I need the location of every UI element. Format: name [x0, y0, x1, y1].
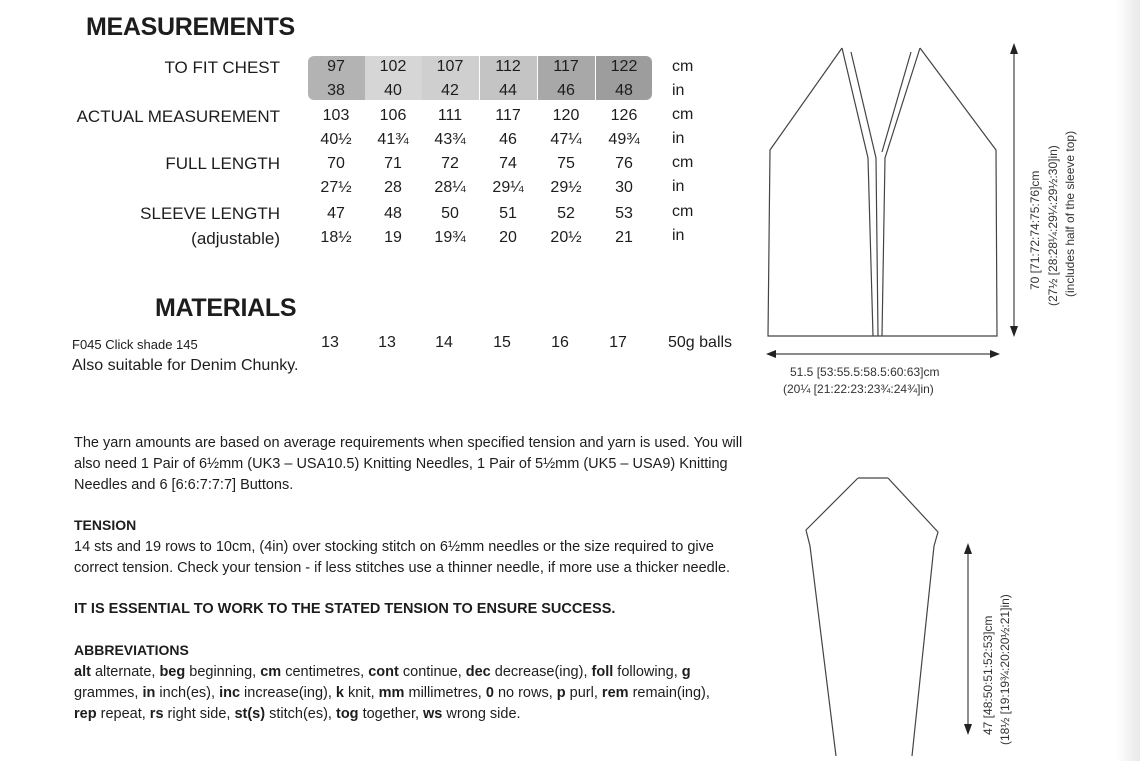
ball-quantity: 14 [435, 334, 453, 351]
abbreviation-item [557, 685, 598, 701]
abbreviation-item [143, 685, 216, 701]
abbreviation-item [602, 685, 710, 701]
front-band-right [882, 48, 920, 336]
sleeve-in-value: 19¾ [434, 229, 466, 246]
abbreviation-term: 0 [485, 685, 494, 701]
sleeve-schematic [800, 470, 990, 760]
ball-quantity: 17 [609, 334, 627, 351]
sleeve-cm-value: 47 [327, 205, 345, 222]
actual-cm-value: 126 [610, 107, 638, 124]
body-length-cm: 70 [71:72:74:75:76]cm [1028, 170, 1042, 290]
abbreviation-item [336, 685, 375, 701]
actual-in-value: 49¾ [608, 131, 640, 148]
actual-in-value: 43¾ [434, 131, 466, 148]
arrow-head-bottom [1010, 326, 1018, 337]
ball-quantity: 15 [493, 334, 511, 351]
chest-in-value: 44 [499, 82, 517, 99]
alternative-yarn: Also suitable for Denim Chunky. [72, 357, 299, 374]
sleeve-cm-value: 48 [384, 205, 402, 222]
actual-cm-value: 111 [437, 107, 463, 124]
tension-essential: IT IS ESSENTIAL TO WORK TO THE STATED TENSION TO ENSURE SUCCESS. [74, 601, 616, 617]
actual-in-value: 40½ [320, 131, 352, 148]
abbreviation-item [219, 685, 332, 701]
abbreviations-heading: ABBREVIATIONS [74, 642, 189, 658]
abbreviation-meaning: repeat, [100, 706, 146, 722]
abbreviation-term: in [142, 685, 156, 701]
length-cm-value: 72 [441, 155, 459, 172]
abbreviation-meaning: inch(es), [159, 685, 216, 701]
unit-in: in [672, 82, 685, 99]
length-in-value: 28 [384, 179, 402, 196]
abbreviation-meaning: millimetres, [408, 685, 482, 701]
arrow-head-top [1010, 43, 1018, 54]
chest-cm-value: 117 [553, 58, 579, 75]
actual-cm-value: 106 [379, 107, 407, 124]
sleeve-arrow-head-bottom [964, 724, 972, 735]
abbreviation-term: cm [260, 664, 282, 680]
length-in-value: 28¼ [434, 179, 466, 196]
sleeve-cm-value: 53 [615, 205, 633, 222]
abbreviation-term: rem [601, 685, 629, 701]
abbreviation-meaning: together, [362, 706, 419, 722]
length-cm-value: 71 [384, 155, 402, 172]
sleeve-in-value: 20½ [550, 229, 582, 246]
abbreviation-item [379, 685, 482, 701]
abbreviation-meaning: remain(ing), [632, 685, 710, 701]
abbreviation-term: p [556, 685, 566, 701]
balls-unit: 50g balls [668, 334, 733, 351]
abbreviation-item [74, 664, 155, 680]
measurements-heading: MEASUREMENTS [86, 13, 295, 41]
chest-cm-value: 112 [495, 58, 521, 75]
abbreviation-item [368, 664, 462, 680]
length-cm-value: 75 [557, 155, 575, 172]
sleeve-cm-value: 51 [499, 205, 517, 222]
abbreviation-meaning: beginning, [189, 664, 257, 680]
abbreviation-meaning: right side, [167, 706, 231, 722]
abbreviation-term: beg [159, 664, 186, 680]
sleeve-cm-value: 50 [441, 205, 459, 222]
abbreviation-meaning: knit, [348, 685, 375, 701]
abbreviation-meaning: wrong side. [446, 706, 521, 722]
abbreviation-meaning: no rows, [497, 685, 553, 701]
abbreviation-item [260, 664, 364, 680]
abbreviation-term: st(s) [234, 706, 266, 722]
abbreviation-term: mm [378, 685, 405, 701]
ball-quantity: 13 [321, 334, 339, 351]
body-length-in: (27½ [28:28¼:29¼:29½:30]in) [1046, 145, 1060, 306]
to-fit-chest-label: TO FIT CHEST [164, 58, 280, 77]
abbreviation-meaning: grammes, [74, 685, 139, 701]
actual-cm-value: 120 [552, 107, 580, 124]
abbreviation-meaning: continue, [402, 664, 462, 680]
unit-cm: cm [672, 203, 694, 220]
abbreviation-term: cont [368, 664, 399, 680]
abbreviation-item [234, 706, 332, 722]
ball-quantity: 13 [378, 334, 396, 351]
length-cm-value: 70 [327, 155, 345, 172]
abbreviation-term: rep [74, 706, 97, 722]
sleeve-length-adjustable-label: (adjustable) [191, 229, 280, 248]
chest-in-value: 42 [441, 82, 459, 99]
materials-heading: MATERIALS [155, 294, 297, 322]
abbreviation-item [150, 706, 231, 722]
abbreviation-meaning: following, [617, 664, 678, 680]
arrow-head-left [766, 350, 776, 358]
chest-cm-value: 97 [327, 58, 345, 75]
abbreviation-term: dec [465, 664, 491, 680]
abbreviation-item [336, 706, 419, 722]
body-length-note: (includes half of the sleeve top) [1063, 130, 1077, 297]
tension-text: 14 sts and 19 rows to 10cm, (4in) over stocking stitch on 6½mm needles or the size required to give correct tension. Check your tension - if less stitches use a thinner needle, if more use a thicker needle. [74, 539, 731, 576]
abbreviation-item [466, 664, 588, 680]
length-in-value: 30 [615, 179, 633, 196]
abbreviation-term: inc [219, 685, 241, 701]
length-in-value: 29½ [550, 179, 582, 196]
sleeve-length-label: SLEEVE LENGTH [140, 204, 280, 223]
yarn-name: F045 Click shade 145 [72, 337, 198, 352]
full-length-label: FULL LENGTH [165, 154, 280, 173]
actual-cm-value: 117 [495, 107, 521, 124]
front-band-left [842, 48, 873, 336]
abbreviation-meaning: stitch(es), [269, 706, 332, 722]
abbreviations-list [74, 662, 734, 725]
arrow-head-right [990, 350, 1000, 358]
sleeve-length-cm: 47 [48:50:51:52:53]cm [981, 615, 995, 735]
ball-quantity: 16 [551, 334, 569, 351]
actual-cm-value: 103 [322, 107, 350, 124]
abbreviation-term: alt [74, 664, 91, 680]
length-cm-value: 74 [499, 155, 517, 172]
abbreviation-item [74, 706, 146, 722]
abbreviation-term: ws [423, 706, 443, 722]
neck-inner-right [882, 52, 911, 152]
abbreviation-term: tog [335, 706, 359, 722]
abbreviation-term: k [335, 685, 344, 701]
unit-in: in [672, 178, 685, 195]
abbreviation-meaning: purl, [569, 685, 598, 701]
abbreviation-meaning: centimetres, [285, 664, 365, 680]
abbreviation-item [486, 685, 553, 701]
sleeve-in-value: 18½ [320, 229, 352, 246]
chest-in-value: 46 [557, 82, 575, 99]
abbreviation-item [592, 664, 678, 680]
length-in-value: 29¼ [492, 179, 524, 196]
chest-in-value: 40 [384, 82, 402, 99]
chest-cm-value: 102 [379, 58, 407, 75]
chest-in-value: 38 [327, 82, 345, 99]
unit-cm: cm [672, 58, 694, 75]
unit-cm: cm [672, 154, 694, 171]
body-width-cm: 51.5 [53:55.5:58.5:60:63]cm [790, 365, 940, 379]
unit-cm: cm [672, 106, 694, 123]
actual-in-value: 46 [499, 131, 517, 148]
yarn-note-paragraph: The yarn amounts are based on average requirements when specified tension and yarn is used. You will also need 1 Pair of 6½mm (UK3 – USA10.5) Knitting Needles, 1 Pair of 5½mm (UK5 – USA9) Knitting Needles and 6 [6:6:7:7:7] Buttons. [74, 435, 743, 493]
sleeve-in-value: 21 [615, 229, 633, 246]
chest-cm-value: 107 [436, 58, 464, 75]
sleeve-cm-value: 52 [557, 205, 575, 222]
length-cm-value: 76 [615, 155, 633, 172]
unit-in: in [672, 227, 685, 244]
actual-in-value: 41¾ [377, 131, 409, 148]
unit-in: in [672, 130, 685, 147]
abbreviation-meaning: alternate, [94, 664, 156, 680]
page-edge-shadow [1116, 0, 1140, 761]
abbreviation-meaning: increase(ing), [244, 685, 332, 701]
body-width-in: (20¼ [21:22:23:23¾:24¾]in) [783, 382, 934, 396]
abbreviation-item [423, 706, 521, 722]
abbreviation-term: foll [591, 664, 614, 680]
abbreviation-meaning: decrease(ing), [494, 664, 588, 680]
sleeve-in-value: 19 [384, 229, 402, 246]
abbreviation-item [159, 664, 256, 680]
actual-measurement-label: ACTUAL MEASUREMENT [76, 107, 280, 126]
length-in-value: 27½ [320, 179, 352, 196]
tension-heading: TENSION [74, 517, 137, 533]
sleeve-in-value: 20 [499, 229, 517, 246]
abbreviation-term: rs [149, 706, 164, 722]
chest-in-value: 48 [615, 82, 633, 99]
body-schematic [760, 40, 1050, 360]
actual-in-value: 47¼ [550, 131, 582, 148]
chest-cm-value: 122 [610, 58, 638, 75]
neck-inner-left [851, 52, 878, 336]
abbreviation-term: g [681, 664, 691, 680]
sleeve-length-in: (18½ [19:19¾:20:20½:21]in) [998, 594, 1012, 745]
sleeve-outline [806, 478, 938, 756]
sleeve-arrow-head-top [964, 543, 972, 554]
